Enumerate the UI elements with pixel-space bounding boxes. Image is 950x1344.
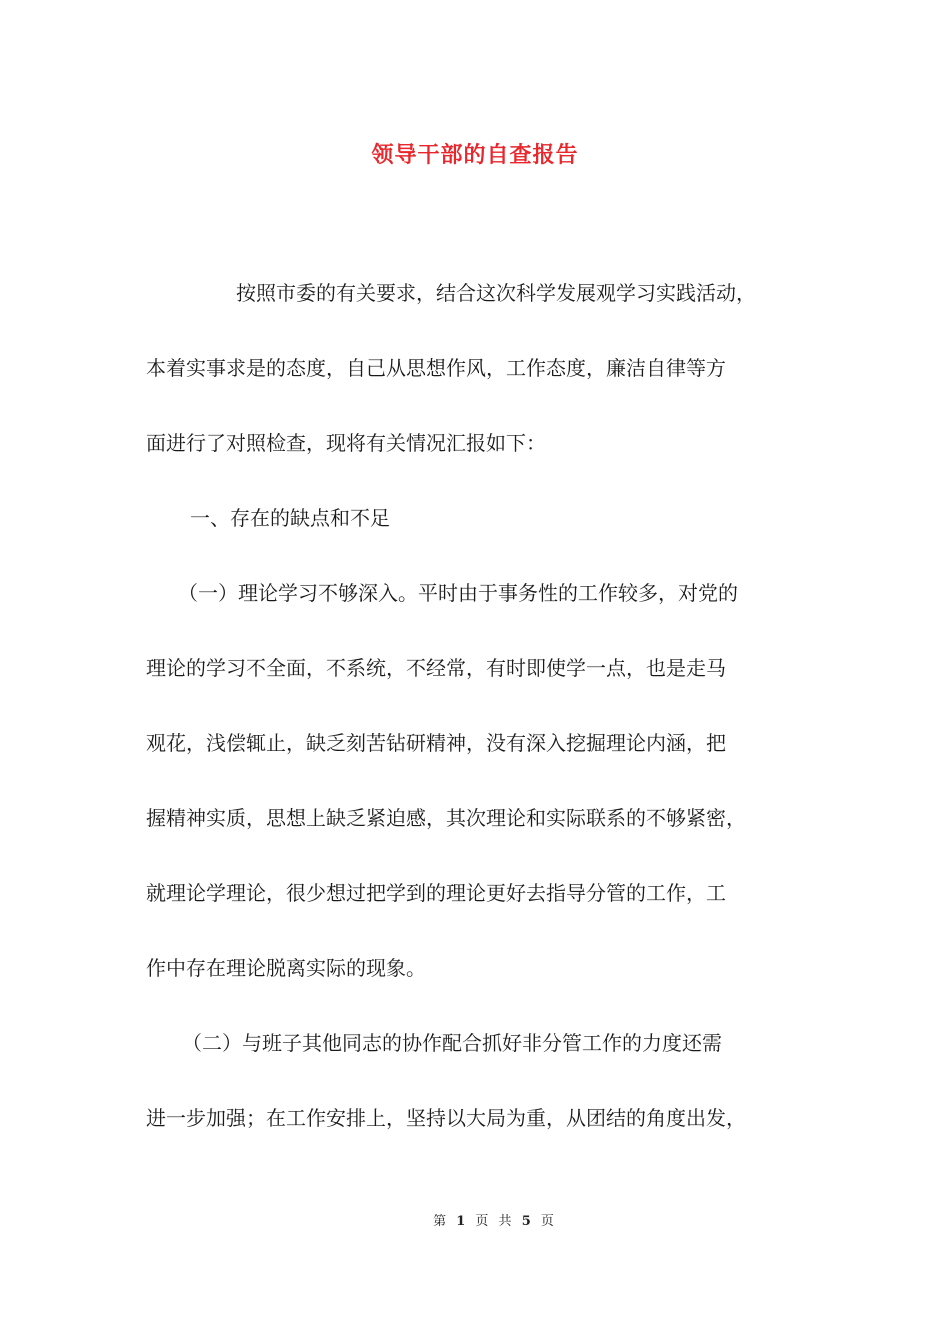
- paragraph-line: 就理论学理论，很少想过把学到的理论更好去指导分管的工作，工: [146, 881, 726, 905]
- paragraph-line: 观花，浅偿辄止，缺乏刻苦钻研精神，没有深入挖掘理论内涵，把: [146, 731, 726, 755]
- paragraph-line: 按照市委的有关要求，结合这次科学发展观学习实践活动，: [236, 281, 756, 305]
- document-title: 领导干部的自查报告: [371, 142, 579, 168]
- paragraph-line: 作中存在理论脱离实际的现象。: [146, 956, 426, 980]
- paragraph-line: （一）理论学习不够深入。平时由于事务性的工作较多，对党的: [178, 581, 738, 605]
- footer-middle: 页 共: [475, 1214, 515, 1229]
- paragraph-line: 握精神实质，思想上缺乏紧迫感，其次理论和实际联系的不够紧密，: [146, 806, 746, 830]
- section-heading: 一、存在的缺点和不足: [190, 506, 390, 530]
- paragraph-line: （二）与班子其他同志的协作配合抓好非分管工作的力度还需: [182, 1031, 722, 1055]
- current-page-number: 1: [456, 1214, 469, 1229]
- footer-suffix: 页: [540, 1214, 557, 1229]
- page-number-footer: [0, 1210, 950, 1229]
- total-pages-number: 5: [521, 1214, 534, 1229]
- paragraph-line: 本着实事求是的态度，自己从思想作风，工作态度，廉洁自律等方: [146, 356, 726, 380]
- footer-prefix: 第: [433, 1214, 450, 1229]
- paragraph-line: 进一步加强；在工作安排上，坚持以大局为重，从团结的角度出发，: [146, 1106, 746, 1130]
- paragraph-line: 面进行了对照检查，现将有关情况汇报如下：: [146, 431, 546, 455]
- paragraph-line: 理论的学习不全面，不系统，不经常，有时即使学一点，也是走马: [146, 656, 726, 680]
